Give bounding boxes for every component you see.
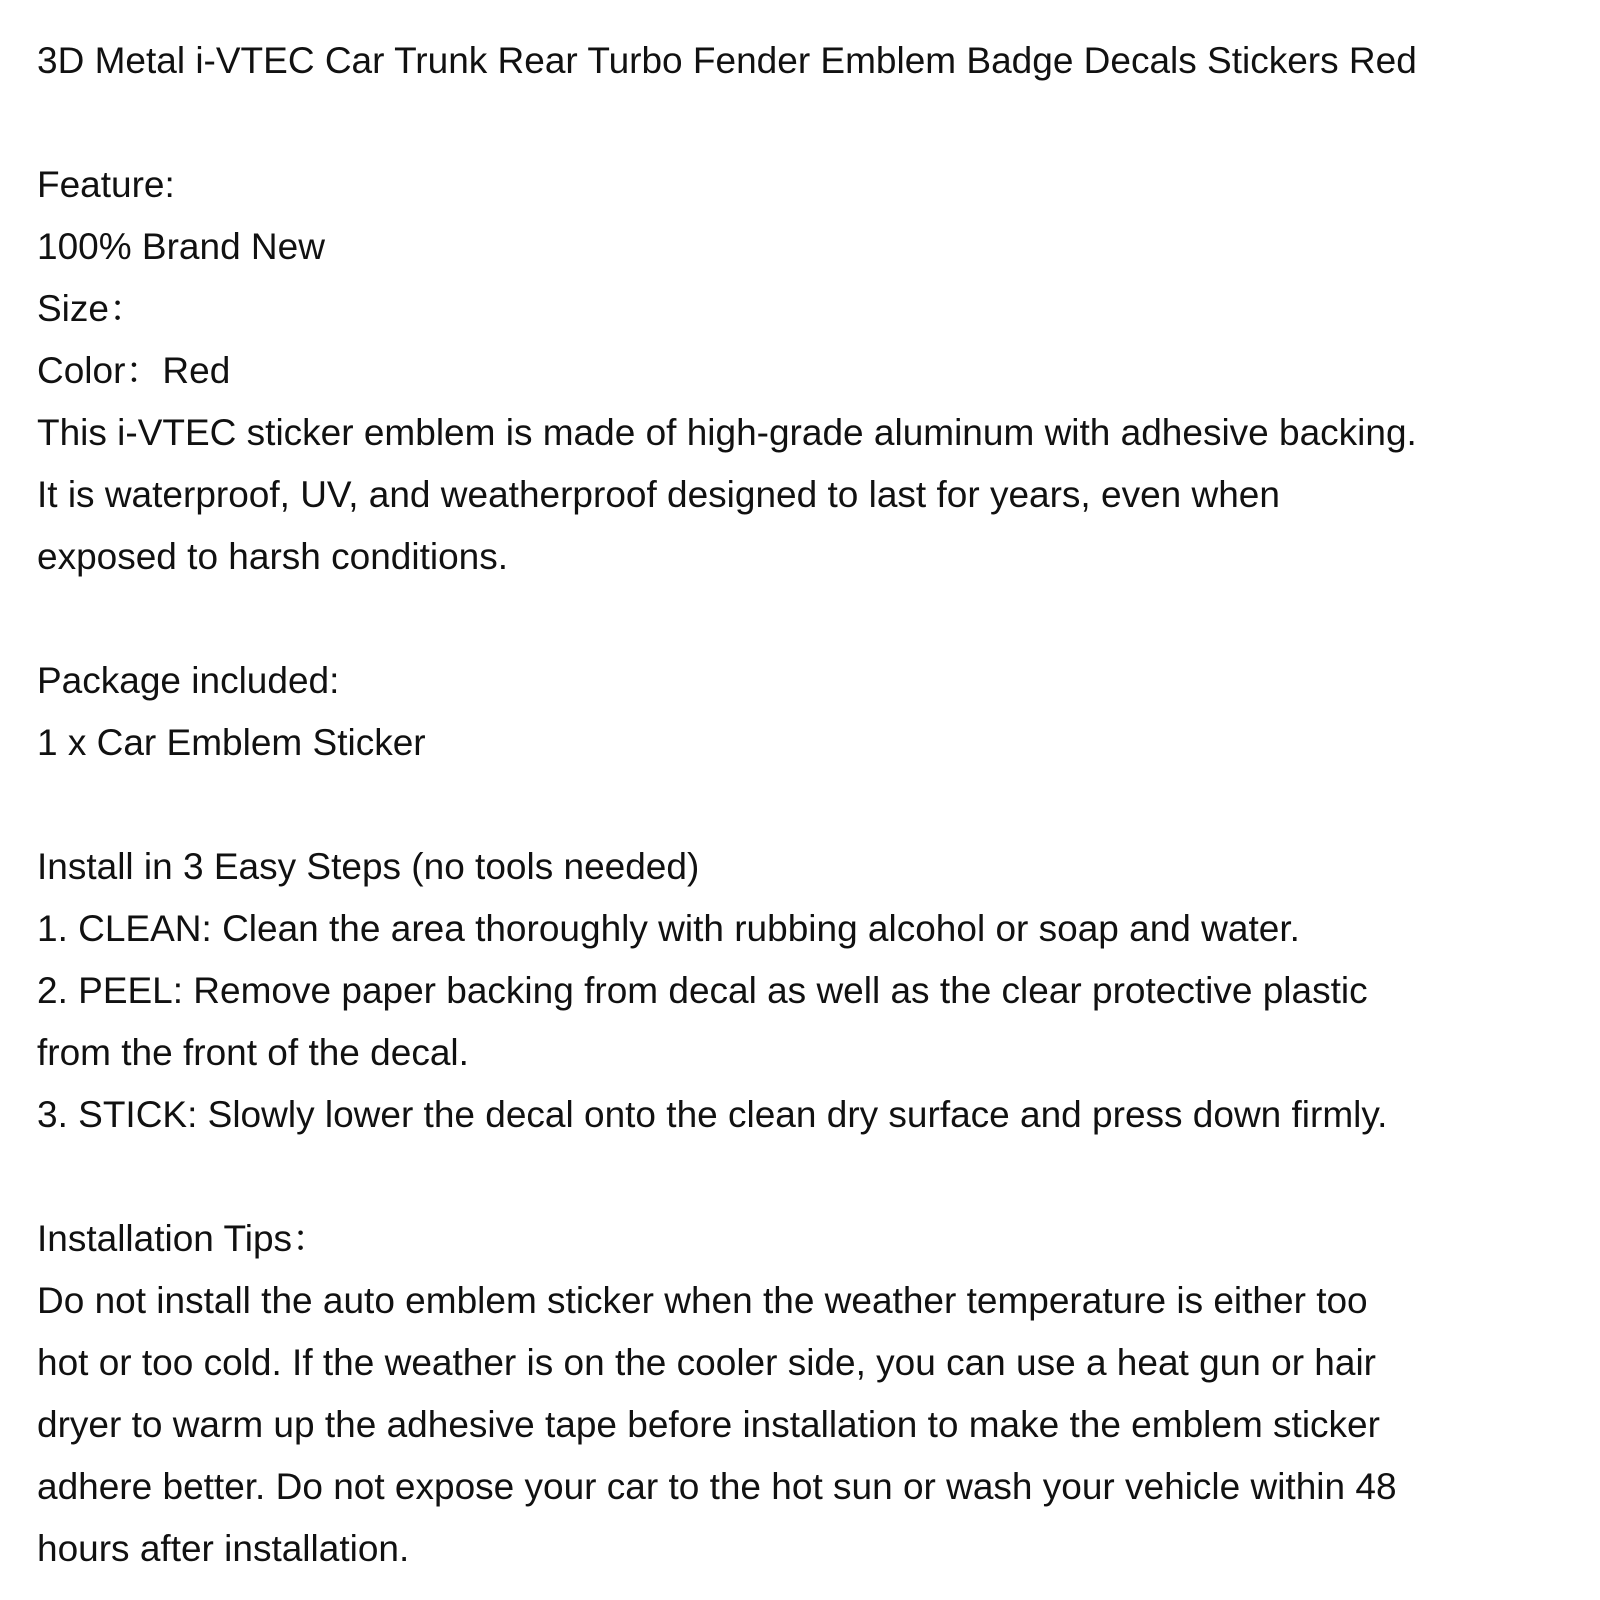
install-step: 2. PEEL: Remove paper backing from decal as well as the clear protective plastic (37, 970, 1368, 1011)
spacer (37, 92, 1582, 154)
install-step: from the front of the decal. (37, 1032, 469, 1073)
feature-description-line: exposed to harsh conditions. (37, 536, 509, 577)
install-heading: Install in 3 Easy Steps (no tools needed) (37, 846, 700, 887)
feature-color: Color：Red (37, 350, 231, 391)
spacer (37, 588, 1582, 650)
tips-line: hours after installation. (37, 1528, 410, 1569)
install-step: 3. STICK: Slowly lower the decal onto the clean dry surface and press down firmly. (37, 1094, 1388, 1135)
install-step: 1. CLEAN: Clean the area thoroughly with rubbing alcohol or soap and water. (37, 908, 1300, 949)
feature-heading: Feature: (37, 164, 175, 205)
feature-size: Size： (37, 288, 146, 329)
package-heading: Package included: (37, 660, 340, 701)
feature-description-line: It is waterproof, UV, and weatherproof designed to last for years, even when (37, 474, 1280, 515)
product-title: 3D Metal i-VTEC Car Trunk Rear Turbo Fender Emblem Badge Decals Stickers Red (37, 40, 1417, 81)
package-item: 1 x Car Emblem Sticker (37, 722, 426, 763)
feature-brand-new: 100% Brand New (37, 226, 325, 267)
spacer (37, 1146, 1582, 1208)
feature-description-line: This i-VTEC sticker emblem is made of high-grade aluminum with adhesive backing. (37, 412, 1417, 453)
tips-line: dryer to warm up the adhesive tape before installation to make the emblem sticker (37, 1404, 1380, 1445)
tips-line: hot or too cold. If the weather is on the cooler side, you can use a heat gun or hair (37, 1342, 1376, 1383)
tips-line: adhere better. Do not expose your car to the hot sun or wash your vehicle within 48 (37, 1466, 1397, 1507)
tips-line: Do not install the auto emblem sticker when the weather temperature is either too (37, 1280, 1368, 1321)
spacer (37, 774, 1582, 836)
product-description (37, 30, 1582, 1580)
tips-heading: Installation Tips： (37, 1218, 330, 1259)
